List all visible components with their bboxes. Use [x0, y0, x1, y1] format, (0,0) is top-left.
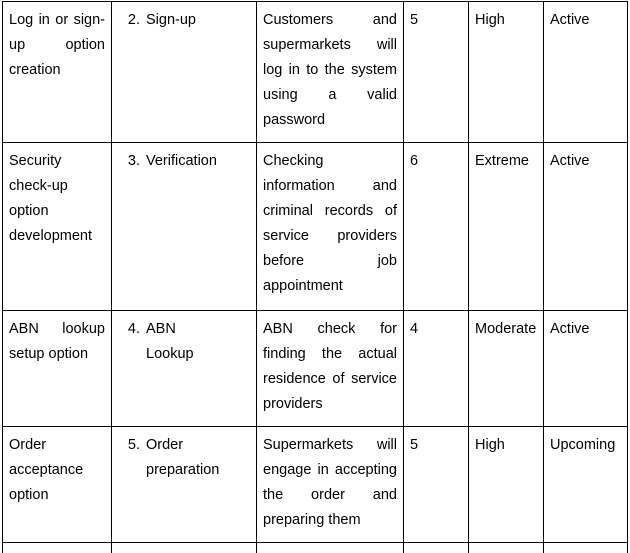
name-line: ABN: [146, 317, 194, 342]
name-line: Sign-up: [146, 8, 196, 33]
feature-line: creation: [9, 58, 105, 83]
feature-cell: [3, 143, 112, 311]
description-cell: [257, 143, 404, 311]
status-cell: Active: [544, 2, 628, 143]
priority-cell: High: [469, 427, 544, 543]
feature-line: ABN lookup: [9, 317, 105, 342]
list-number: 5.: [118, 433, 140, 458]
feature-line: setup option: [9, 342, 105, 367]
name-cell: [112, 311, 257, 427]
description-line: Checking: [263, 149, 397, 174]
effort-cell: 4: [404, 311, 469, 427]
description-line: password: [263, 108, 397, 133]
description-line: before job: [263, 249, 397, 274]
description-line: the order and: [263, 483, 397, 508]
description-cell: [257, 2, 404, 143]
feature-line: Log in or sign-: [9, 8, 105, 33]
name-line: Verification: [146, 149, 217, 174]
description-cell: [257, 311, 404, 427]
feature-line: Security: [9, 149, 105, 174]
description-line: Supermarkets will: [263, 433, 397, 458]
feature-line: acceptance: [9, 458, 105, 483]
description-line: appointment: [263, 274, 397, 299]
description-cell: [257, 427, 404, 543]
name-line: preparation: [146, 458, 219, 483]
description-line: information and: [263, 174, 397, 199]
table-row-partial: [3, 543, 628, 553]
status-cell: Active: [544, 143, 628, 311]
effort-cell: 6: [404, 143, 469, 311]
table-row: [3, 2, 628, 143]
description-line: engage in accepting: [263, 458, 397, 483]
list-number: 4.: [118, 317, 140, 342]
priority-cell: Moderate: [469, 311, 544, 427]
feature-line: up option: [9, 33, 105, 58]
feature-line: check-up: [9, 174, 105, 199]
feature-line: Order: [9, 433, 105, 458]
description-line: ABN check for: [263, 317, 397, 342]
description-line: Customers and: [263, 8, 397, 33]
status-cell: Upcoming: [544, 427, 628, 543]
name-line: Order: [146, 433, 219, 458]
description-line: log in to the system: [263, 58, 397, 83]
requirements-table: [2, 1, 628, 553]
effort-cell: 5: [404, 427, 469, 543]
feature-line: development: [9, 224, 105, 249]
name-line: Lookup: [146, 342, 194, 367]
description-line: using a valid: [263, 83, 397, 108]
list-number: 3.: [118, 149, 140, 174]
priority-cell: Extreme: [469, 143, 544, 311]
effort-cell: 5: [404, 2, 469, 143]
feature-line: option: [9, 199, 105, 224]
description-line: preparing them: [263, 508, 397, 533]
priority-cell: High: [469, 2, 544, 143]
feature-line: option: [9, 483, 105, 508]
feature-cell: [3, 311, 112, 427]
description-line: service providers: [263, 224, 397, 249]
name-cell: [112, 143, 257, 311]
feature-cell: [3, 2, 112, 143]
description-line: supermarkets will: [263, 33, 397, 58]
name-cell: [112, 427, 257, 543]
description-line: finding the actual: [263, 342, 397, 367]
table-row: [3, 143, 628, 311]
description-line: providers: [263, 392, 397, 417]
table-row: [3, 311, 628, 427]
name-cell: [112, 2, 257, 143]
table-row: [3, 427, 628, 543]
description-line: residence of service: [263, 367, 397, 392]
feature-cell: [3, 427, 112, 543]
status-cell: Active: [544, 311, 628, 427]
list-number: 2.: [118, 8, 140, 33]
description-line: criminal records of: [263, 199, 397, 224]
